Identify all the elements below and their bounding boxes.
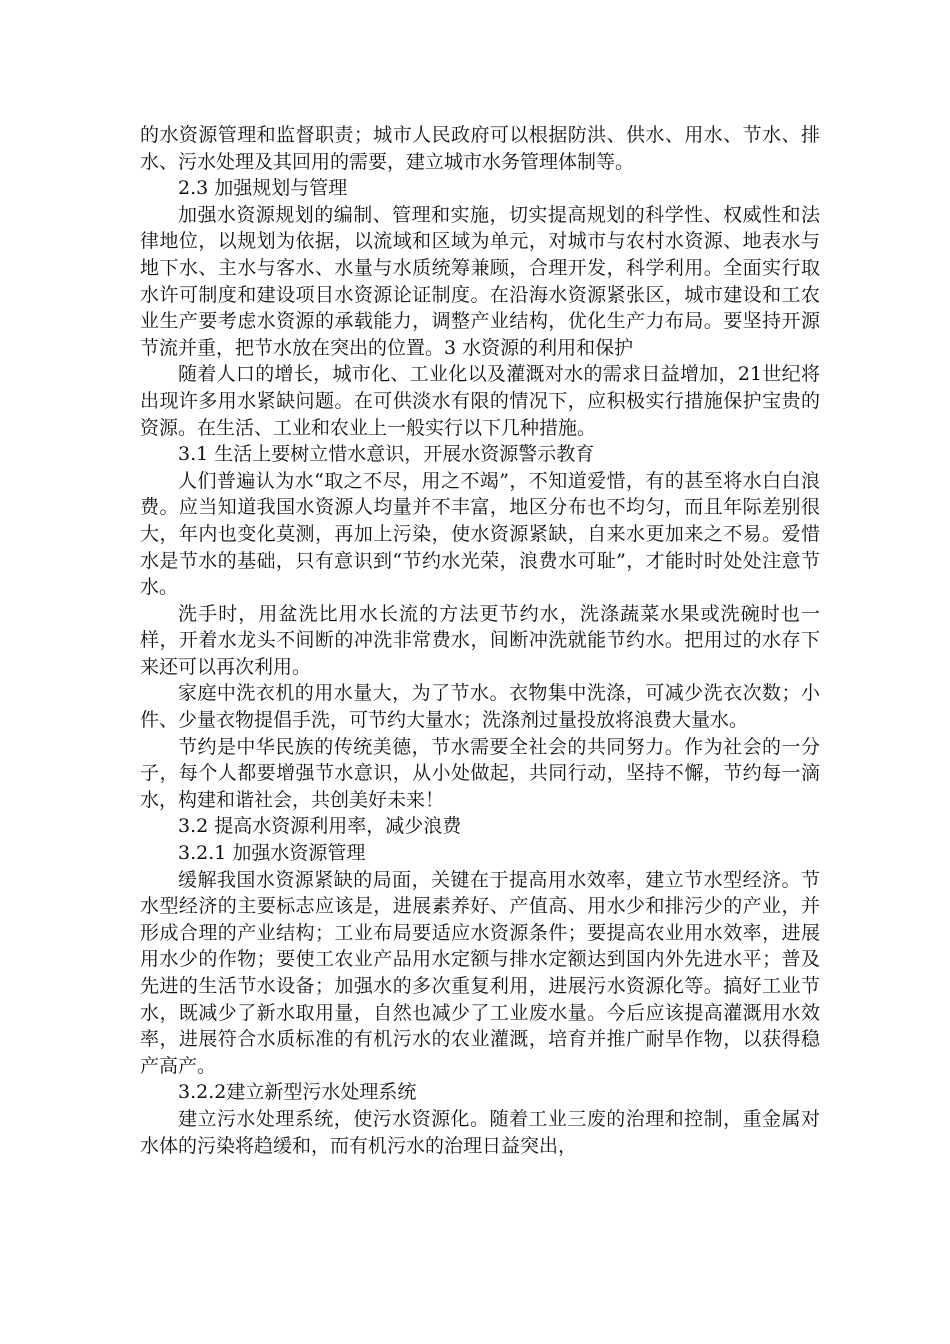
paragraph-washing-machine: 家庭中洗衣机的用水量大，为了节水。衣物集中洗涤，可减少洗衣次数；小件、少量衣物提倡手洗，可节约大量水；洗涤剂过量投放将浪费大量水。 [140, 682, 820, 732]
section-heading-3-1: 3.1 生活上要树立惜水意识，开展水资源警示教育 [178, 443, 595, 466]
paragraph-planning: 加强水资源规划的编制、管理和实施，切实提高规划的科学性、权威性和法律地位，以规划为依据，以流域和区域为单元，对城市与农村水资源、地表水与地下水、主水与客水、水量与水质统筹兼顾，合理开发，科学利用。全面实行取水许可制度和建设项目水资源论证制度。在沿海水资源紧张区，城市建设和工农业生产要考虑水资源的承载能力，调整产业结构，优化生产力布局。要坚持开源节流并重，把节水放在突出的位置。3 水资源的利用和保护 [140, 203, 820, 359]
paragraph-water-efficiency: 缓解我国水资源紧缺的局面，关键在于提高用水效率，建立节水型经济。节水型经济的主要标志应该是，进展素养好、产值高、用水少和排污少的产业，并形成合理的产业结构；工业布局要适应水资源条件；要提高农业用水效率，进展用水少的作物；要使工农业产品用水定额与排水定额达到国内外先进水平；普及先进的生活节水设备；加强水的多次重复利用，进展污水资源化等。搞好工业节水，既减少了新水取用量，自然也减少了工业废水量。今后应该提高灌溉用水效率，进展符合水质标准的有机污水的农业灌溉，培育并推广耐旱作物，以获得稳产高产。 [140, 868, 820, 1077]
paragraph-population-growth: 随着人口的增长，城市化、工业化以及灌溉对水的需求日益增加，21世纪将出现许多用水紧缺问题。在可供淡水有限的情况下，应积极实行措施保护宝贵的资源。在生活、工业和农业上一般实行以下几种措施。 [140, 363, 820, 439]
paragraph-saving-virtue: 节约是中华民族的传统美德，节水需要全社会的共同努力。作为社会的一分子，每个人都要增强节水意识，从小处做起，共同行动，坚持不懈，节约每一滴水，构建和谐社会，共创美好未来！ [140, 735, 820, 811]
section-heading-3-2: 3.2 提高水资源利用率，减少浪费 [178, 815, 462, 838]
section-heading-3-2-2: 3.2.2建立新型污水处理系统 [178, 1081, 417, 1104]
document-page [140, 122, 820, 1159]
section-heading-2-3: 2.3 加强规划与管理 [178, 177, 348, 200]
paragraph-hand-washing: 洗手时，用盆洗比用水长流的方法更节约水，洗涤蔬菜水果或洗碗时也一样，开着水龙头不间断的冲洗非常费水，间断冲洗就能节约水。把用过的水存下来还可以再次利用。 [140, 602, 820, 678]
paragraph-cherish-water: 人们普遍认为水“取之不尽，用之不竭”，不知道爱惜，有的甚至将水白白浪费。应当知道我国水资源人均量并不丰富，地区分布也不均匀，而且年际差别很大，年内也变化莫测，再加上污染，使水资源紧缺，自来水更加来之不易。爱惜水是节水的基础，只有意识到“节约水光荣，浪费水可耻”，才能时时处处注意节水。 [140, 469, 820, 599]
paragraph-water-management-duties: 的水资源管理和监督职责；城市人民政府可以根据防洪、供水、用水、节水、排水、污水处理及其回用的需要，建立城市水务管理体制等。 [140, 124, 820, 173]
paragraph-sewage-treatment: 建立污水处理系统，使污水资源化。随着工业三废的治理和控制，重金属对水体的污染将趋缓和，而有机污水的治理日益突出， [140, 1107, 820, 1157]
section-heading-3-2-1: 3.2.1 加强水资源管理 [178, 842, 366, 865]
